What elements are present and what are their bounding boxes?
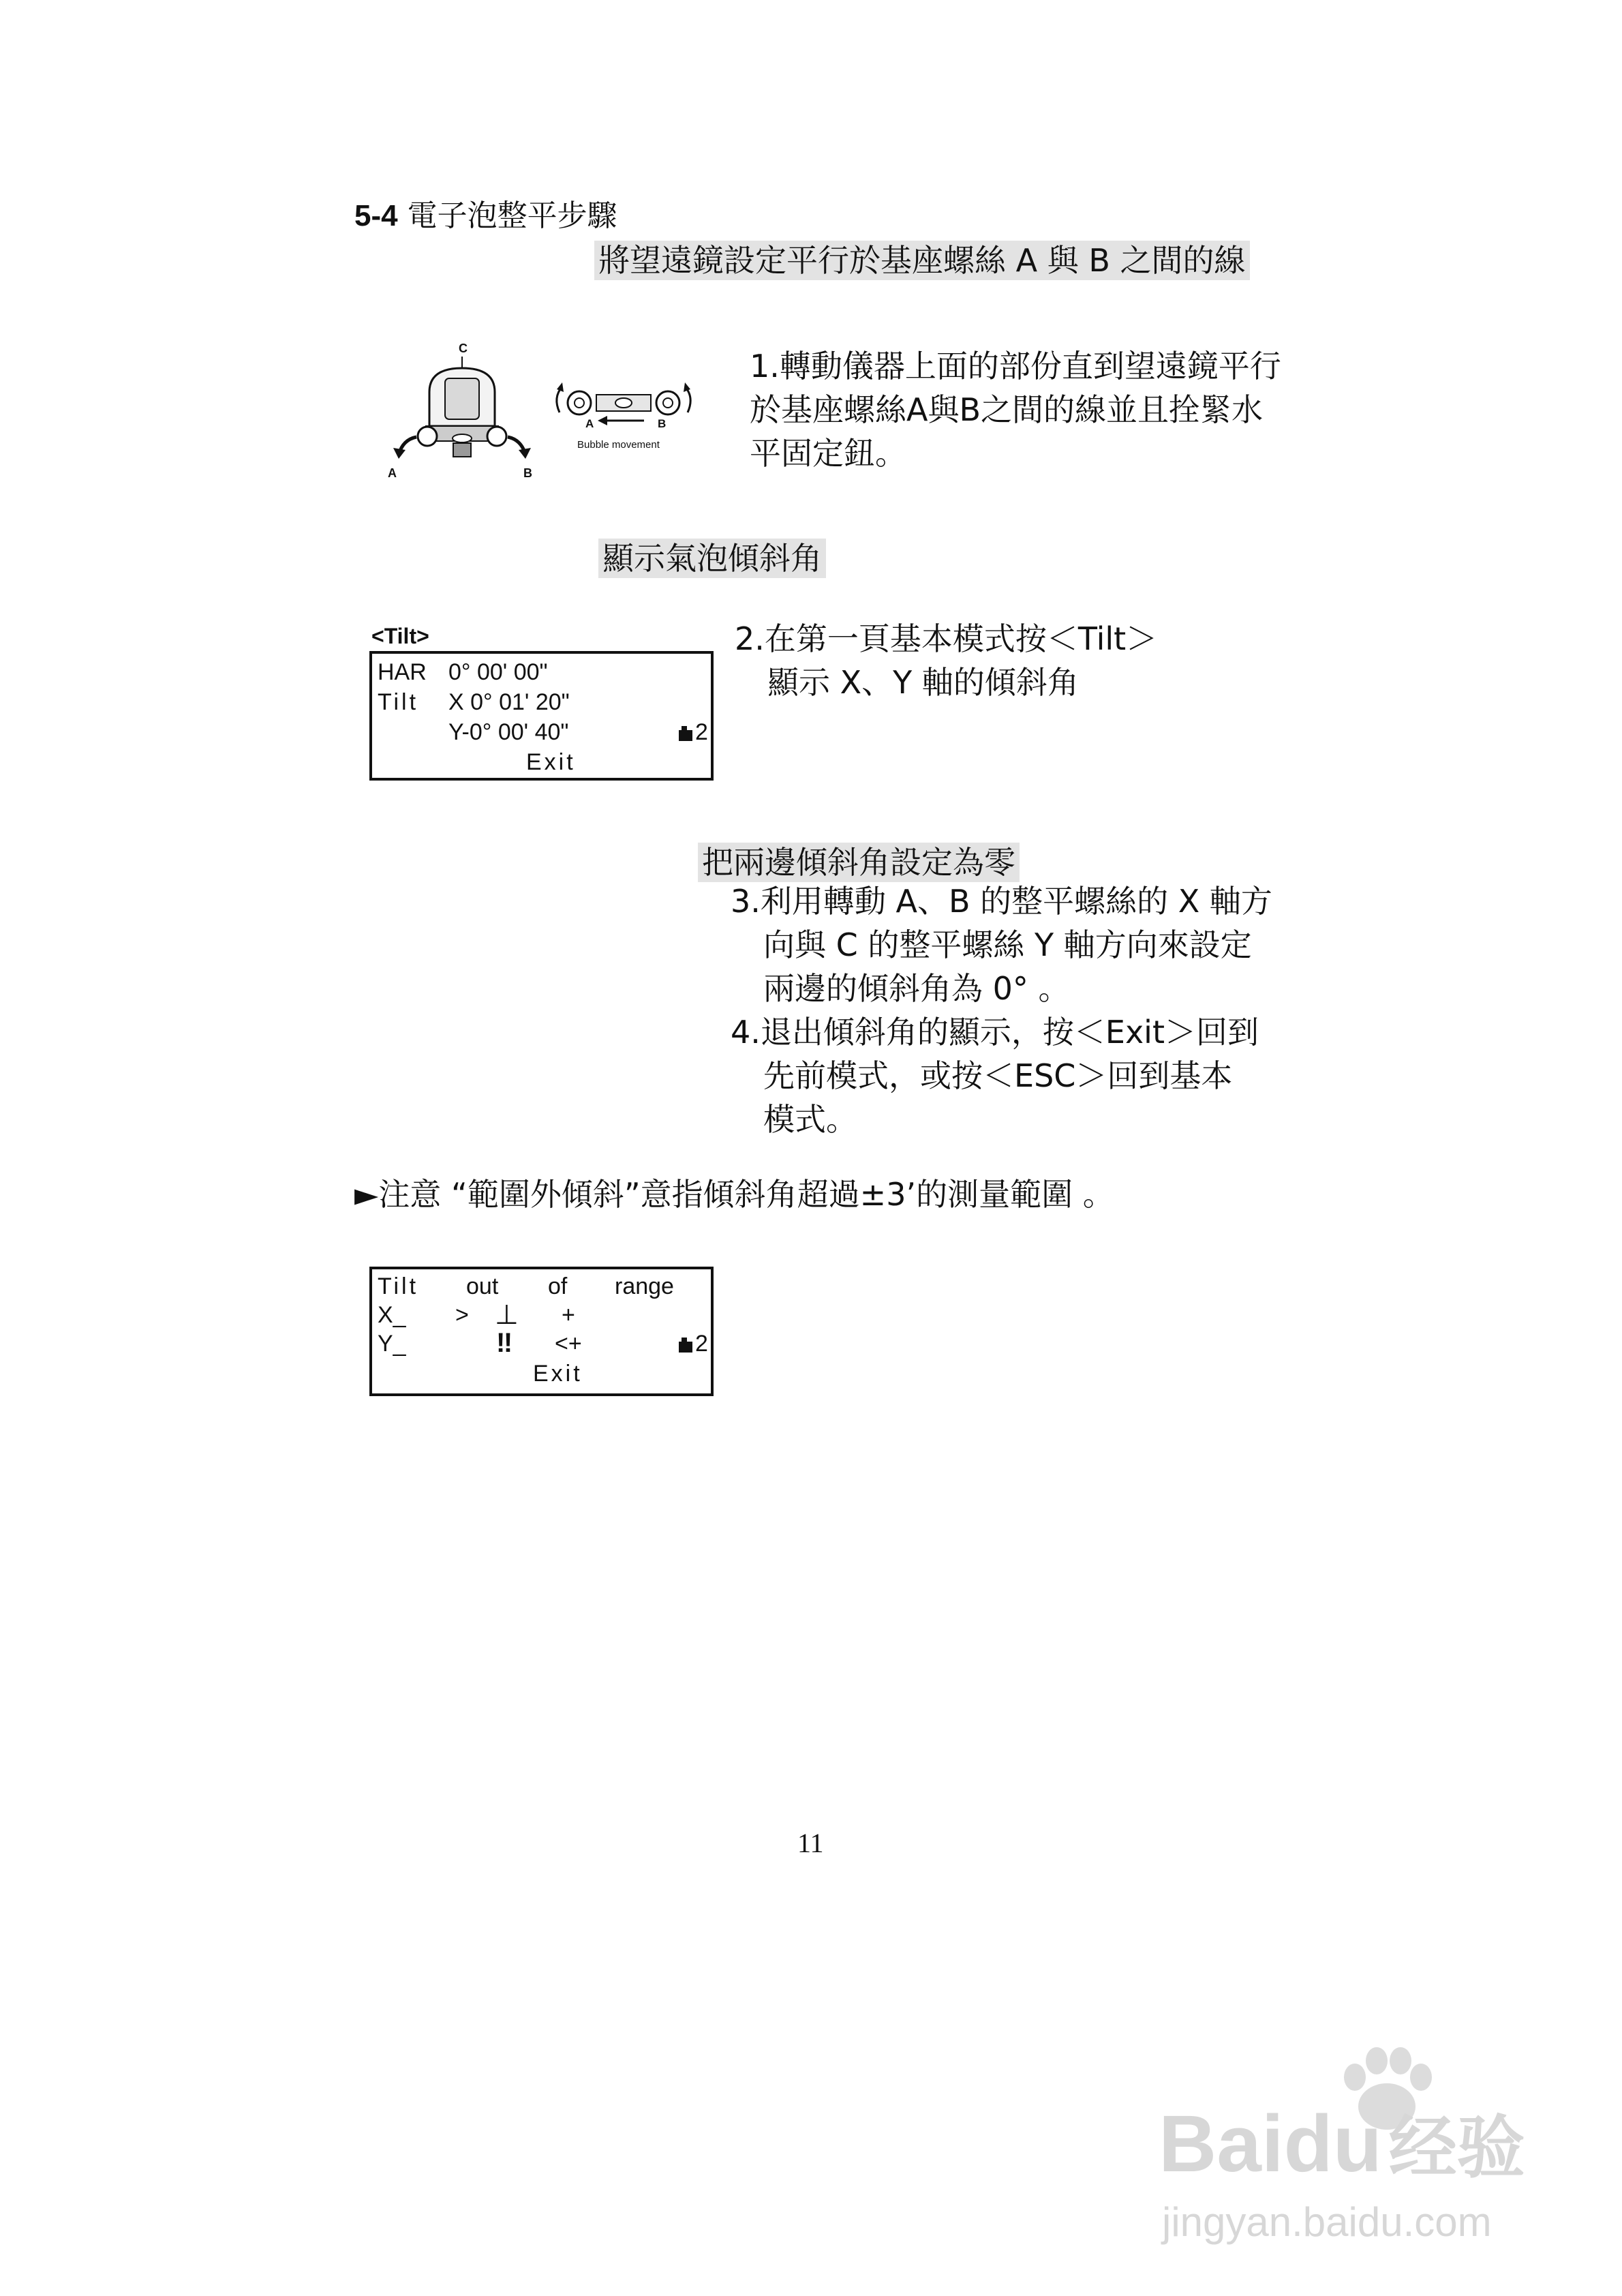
bubble-caption: Bubble movement <box>577 439 660 451</box>
bubble-label-b: B <box>658 417 667 430</box>
step1-line: 1.轉動儀器上面的部份直到望遠鏡平行 <box>750 348 1281 384</box>
tilt-label: Tilt <box>378 689 419 715</box>
range-y-symbol: ‼ <box>496 1328 513 1358</box>
step3-line: 3.利用轉動 A、B 的整平螺絲的 X 軸方 <box>731 883 1272 920</box>
range-exit-softkey: Exit <box>533 1361 583 1387</box>
step2-line: 顯示 X、Y 軸的傾斜角 <box>767 664 1079 701</box>
step2-heading <box>598 537 826 580</box>
label-c: C <box>459 342 468 355</box>
watermark-brand <box>1159 2100 1525 2192</box>
range-x-plus: + <box>562 1302 575 1328</box>
battery-icon <box>677 1336 694 1354</box>
section-number: 5-4 <box>354 199 398 232</box>
section-title-text: 電子泡整平步驟 <box>407 198 617 233</box>
step4-line: 先前模式，或按＜ESC＞回到基本 <box>763 1057 1233 1094</box>
range-y-arrow: <+ <box>555 1331 582 1357</box>
step1-heading <box>594 239 1250 282</box>
label-a: A <box>388 466 397 480</box>
section-title <box>354 194 617 238</box>
battery-icon <box>677 725 694 742</box>
exit-softkey: Exit <box>526 749 576 775</box>
step1-line: 於基座螺絲A與B之間的線並且拴緊水 <box>750 391 1264 428</box>
range-x-bar: ⊥ <box>495 1300 519 1330</box>
step1-heading-text: 將望遠鏡設定平行於基座螺絲 A 與 B 之間的線 <box>594 241 1250 280</box>
step1-text <box>750 344 1281 475</box>
note-text: ►注意 “範圍外傾斜”意指傾斜角超過±3’的測量範圍 。 <box>354 1176 1114 1213</box>
step3-line: 向與 C 的整平螺絲 Y 軸方向來設定 <box>763 926 1252 963</box>
step2-line: 2.在第一頁基本模式按＜Tilt＞ <box>735 620 1158 657</box>
step2-heading-text: 顯示氣泡傾斜角 <box>598 539 826 578</box>
range-word-of: of <box>548 1273 568 1299</box>
range-word-tilt: Tilt <box>378 1273 419 1299</box>
range-page-indicator: 2 <box>695 1331 708 1357</box>
bubble-figure <box>557 382 690 451</box>
step2-text <box>735 617 1157 704</box>
range-x-arrow: > <box>455 1302 469 1328</box>
har-label: HAR <box>378 659 427 685</box>
leveling-diagram <box>358 337 712 484</box>
tilt-y-value: Y-0° 00' 40" <box>448 719 569 745</box>
page-indicator: 2 <box>695 719 708 745</box>
range-word-out: out <box>466 1273 499 1299</box>
bubble-label-a: A <box>585 417 594 430</box>
step4-line: 模式。 <box>763 1101 857 1138</box>
har-value: 0° 00' 00" <box>448 659 548 685</box>
watermark-brand-text: Baidu <box>1159 2099 1382 2189</box>
range-y-label: Y_ <box>378 1331 406 1357</box>
step3-text <box>731 879 1272 1141</box>
step3-heading <box>698 841 1020 884</box>
watermark-url: jingyan.baidu.com <box>1162 2199 1492 2245</box>
step3-line: 兩邊的傾斜角為 0° 。 <box>763 970 1070 1007</box>
step3-heading-text: 把兩邊傾斜角設定為零 <box>698 843 1020 882</box>
step4-line: 4.退出傾斜角的顯示，按＜Exit＞回到 <box>731 1014 1259 1051</box>
instrument-figure <box>388 342 532 480</box>
label-b: B <box>523 466 532 480</box>
tilt-lcd-screen <box>369 651 714 781</box>
tilt-screen-title: <Tilt> <box>371 624 429 648</box>
range-lcd-screen <box>369 1267 714 1396</box>
step1-line: 平固定鈕。 <box>750 435 906 472</box>
watermark-cn-text: 经验 <box>1388 2110 1525 2186</box>
range-x-label: X_ <box>378 1302 406 1328</box>
page-number: 11 <box>797 1828 824 1858</box>
tilt-x-value: X 0° 01' 20" <box>448 689 570 715</box>
range-word-range: range <box>615 1273 674 1299</box>
